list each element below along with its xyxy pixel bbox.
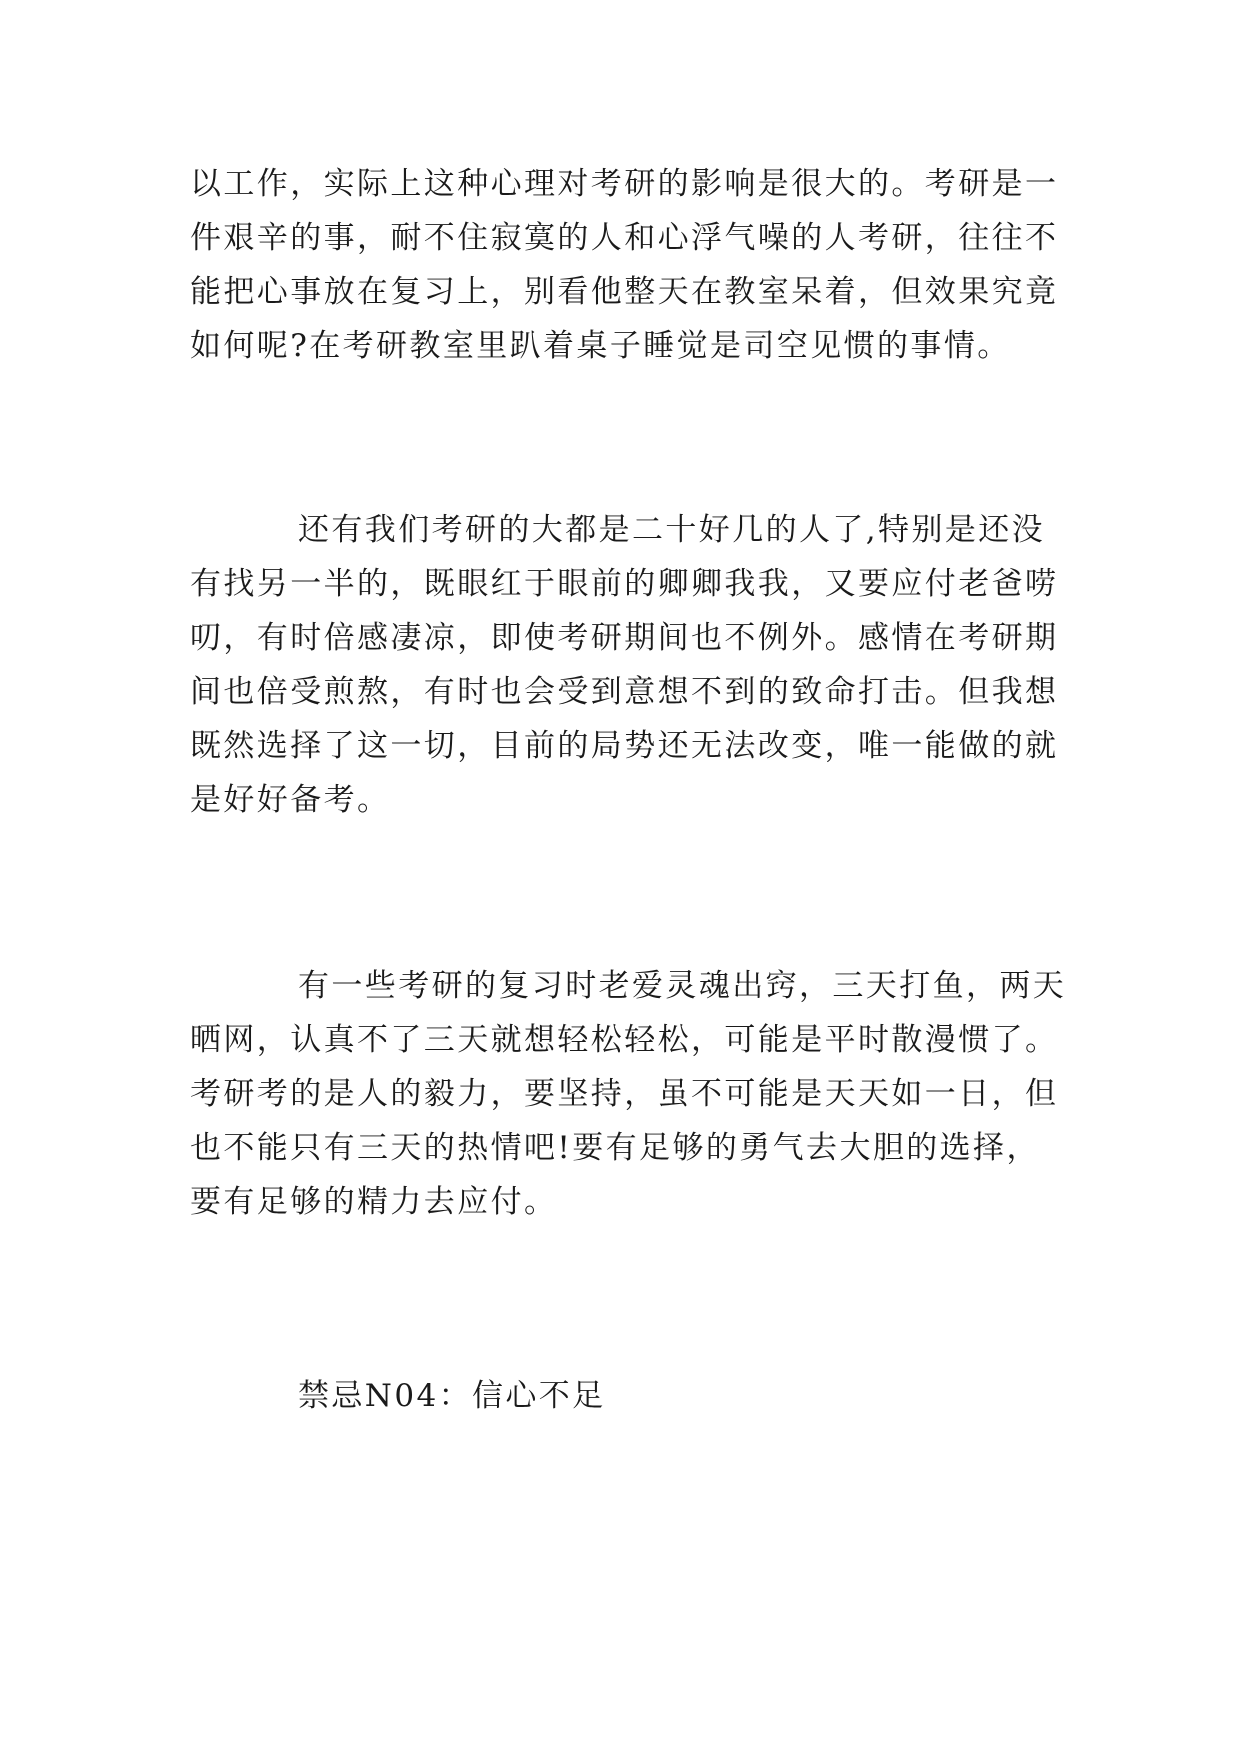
paragraph-line: 也不能只有三天的热情吧!要有足够的勇气去大胆的选择， [190,1130,1040,1166]
paragraph-line: 能把心事放在复习上，别看他整天在教室呆着，但效果究竟 [190,274,1059,310]
paragraph-line: 有一些考研的复习时老爱灵魂出窍，三天打鱼，两天 [298,968,1067,1004]
paragraph-line: 还有我们考研的大都是二十好几的人了,特别是还没 [298,512,1046,548]
paragraph-line: 要有足够的精力去应付。 [190,1184,558,1220]
paragraph-line: 叨，有时倍感凄凉，即使考研期间也不例外。感情在考研期 [190,620,1059,656]
section-heading: 禁忌N04：信心不足 [298,1378,606,1414]
paragraph-line: 件艰辛的事，耐不住寂寞的人和心浮气噪的人考研，往往不 [190,220,1059,256]
paragraph-line: 如何呢?在考研教室里趴着桌子睡觉是司空见惯的事情。 [190,328,1011,364]
paragraph-line: 有找另一半的，既眼红于眼前的卿卿我我，又要应付老爸唠 [190,566,1059,602]
paragraph-line: 是好好备考。 [190,782,391,818]
paragraph-line: 考研考的是人的毅力，要坚持，虽不可能是天天如一日，但 [190,1076,1059,1112]
paragraph-line: 以工作，实际上这种心理对考研的影响是很大的。考研是一 [190,166,1059,202]
paragraph-line: 间也倍受煎熬，有时也会受到意想不到的致命打击。但我想 [190,674,1059,710]
paragraph-line: 晒网，认真不了三天就想轻松轻松，可能是平时散漫惯了。 [190,1022,1059,1058]
paragraph-line: 既然选择了这一切，目前的局势还无法改变，唯一能做的就 [190,728,1059,764]
